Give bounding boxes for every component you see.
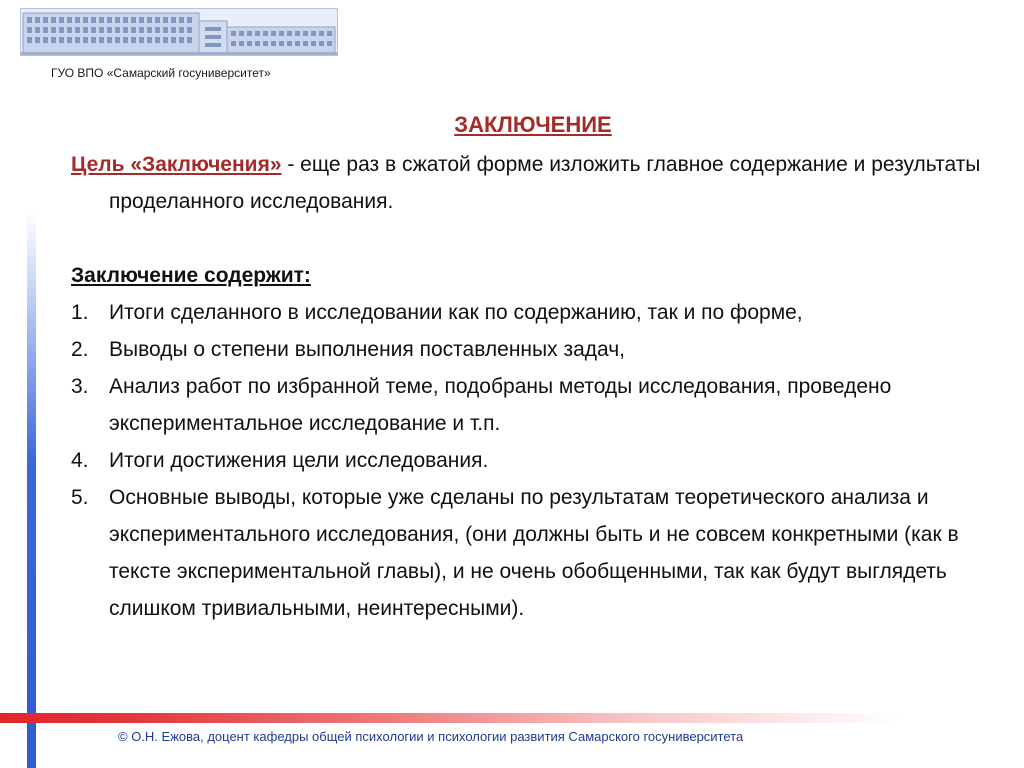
list-item-text: Итоги сделанного в исследовании как по содержанию, так и по форме, — [109, 301, 803, 324]
list-item-text: Анализ работ по избранной теме, подобраны методы исследования, проведено экспериментальное исследование и т.п. — [109, 375, 892, 435]
footer-copyright: © О.Н. Ежова, доцент кафедры общей психологии и психологии развития Самарского госуниверситета — [118, 729, 744, 744]
list-item-number: 5. — [71, 486, 89, 509]
contents-list — [71, 294, 1001, 627]
slide-title: ЗАКЛЮЧЕНИЕ — [454, 112, 612, 137]
list-item — [71, 294, 1001, 331]
goal-label: Цель «Заключения» — [71, 153, 282, 176]
list-item-number: 4. — [71, 449, 89, 472]
list-item-number: 3. — [71, 375, 89, 398]
slide-body — [71, 146, 1001, 627]
list-item-number: 1. — [71, 301, 89, 324]
left-decorative-bar — [27, 212, 36, 768]
list-item-text: Выводы о степени выполнения поставленных задач, — [109, 338, 626, 361]
list-item — [71, 368, 1001, 442]
footer-decorative-bar — [0, 713, 1024, 723]
goal-text: - еще раз в сжатой форме изложить главное содержание и результаты проделанного исследования. — [109, 153, 981, 213]
list-item — [71, 331, 1001, 368]
university-building-image — [20, 8, 338, 56]
list-item-number: 2. — [71, 338, 89, 361]
list-item-text: Основные выводы, которые уже сделаны по результатам теоретического анализа и экспериментального исследования, (они должны быть и не совсем конкретными (как в тексте экспериментальной главы), и не очень обобщенными, так как будут выглядеть слишком тривиальными, неинтересными). — [109, 486, 959, 620]
goal-paragraph — [71, 146, 1001, 220]
organization-name: ГУО ВПО «Самарский госуниверситет» — [51, 66, 271, 80]
list-item-text: Итоги достижения цели исследования. — [109, 449, 489, 472]
list-item — [71, 442, 1001, 479]
contents-heading: Заключение содержит: — [71, 264, 311, 287]
list-item — [71, 479, 1001, 627]
